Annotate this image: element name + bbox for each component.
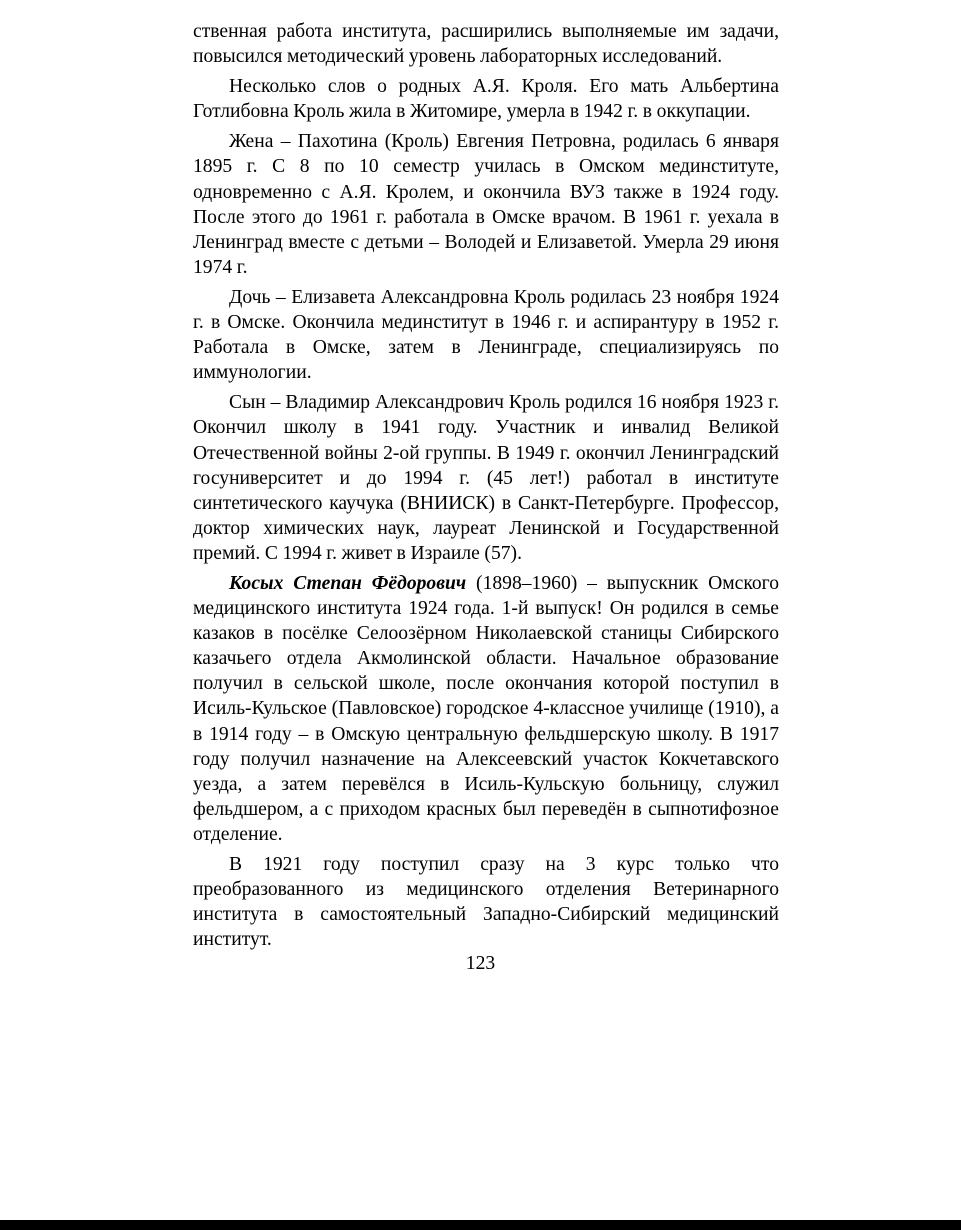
- paragraph-son: Сын – Владимир Александрович Кроль родился 16 ноября 1923 г. Окончил школу в 1941 году. Участник и инвалид Великой Отечественной войны 2-ой группы. В 1949 г. окончил Ленинградский госуниверситет и до 1994 г. (45 лет!) работал в институте синтетического каучука (ВНИИСК) в Санкт-Петербурге. Профессор, доктор химических наук, лауреат Ленинской и Государственной премий. С 1994 г. живет в Израиле (57).: [193, 392, 779, 564]
- person-name: Косых Степан Фёдорович: [229, 572, 467, 594]
- paragraph-continuation: ственная работа института, расширились выполняемые им задачи, повысился методический уровень лабораторных исследований.: [193, 21, 779, 68]
- bottom-edge-bar: [0, 1220, 961, 1230]
- body-text: [193, 19, 779, 957]
- paragraph-relatives: Несколько слов о родных А.Я. Кроля. Его мать Альбертина Готлибовна Кроль жила в Житомире, умерла в 1942 г. в оккупации.: [193, 76, 779, 123]
- paragraph-daughter: Дочь – Елизавета Александровна Кроль родилась 23 ноября 1924 г. в Омске. Окончила мединститут в 1946 г. и аспирантуру в 1952 г. Работала в Омске, затем в Ленинграде, специализируясь по иммунологии.: [193, 286, 779, 384]
- paragraph-kosykh-text: (1898–1960) – выпускник Омского медицинского института 1924 года. 1-й выпуск! Он родился в семье казаков в посёлке Селоозёрном Николаевской станицы Сибирского казачьего отдела Акмолинской области. Начальное образование получил в сельской школе, после окончания которой поступил в Исиль-Кульское (Павловское) городское 4-классное училище (1910), а в 1914 году – в Омскую центральную фельдшерскую школу. В 1917 году получил назначение на Алексеевский участок Кокчетавского уезда, а затем перевёлся в Исиль-Кульскую больницу, служил фельдшером, а с приходом красных был переведён в сыпнотифозное отделение.: [193, 572, 779, 845]
- paragraph-kosykh: [193, 571, 779, 847]
- paragraph-wife: Жена – Пахотина (Кроль) Евгения Петровна, родилась 6 января 1895 г. С 8 по 10 семестр училась в Омском мединституте, одновременно с А.Я. Кролем, и окончила ВУЗ также в 1924 году. После этого до 1961 г. работала в Омске врачом. В 1961 г. уехала в Ленинград вместе с детьми – Володей и Елизаветой. Умерла 29 июня 1974 г.: [193, 131, 779, 278]
- paragraph-1921: В 1921 году поступил сразу на 3 курс только что преобразованного из медицинского отделения Ветеринарного института в самостоятельный Западно-Сибирский медицинский институт.: [193, 854, 779, 951]
- page-number: 123: [465, 953, 496, 974]
